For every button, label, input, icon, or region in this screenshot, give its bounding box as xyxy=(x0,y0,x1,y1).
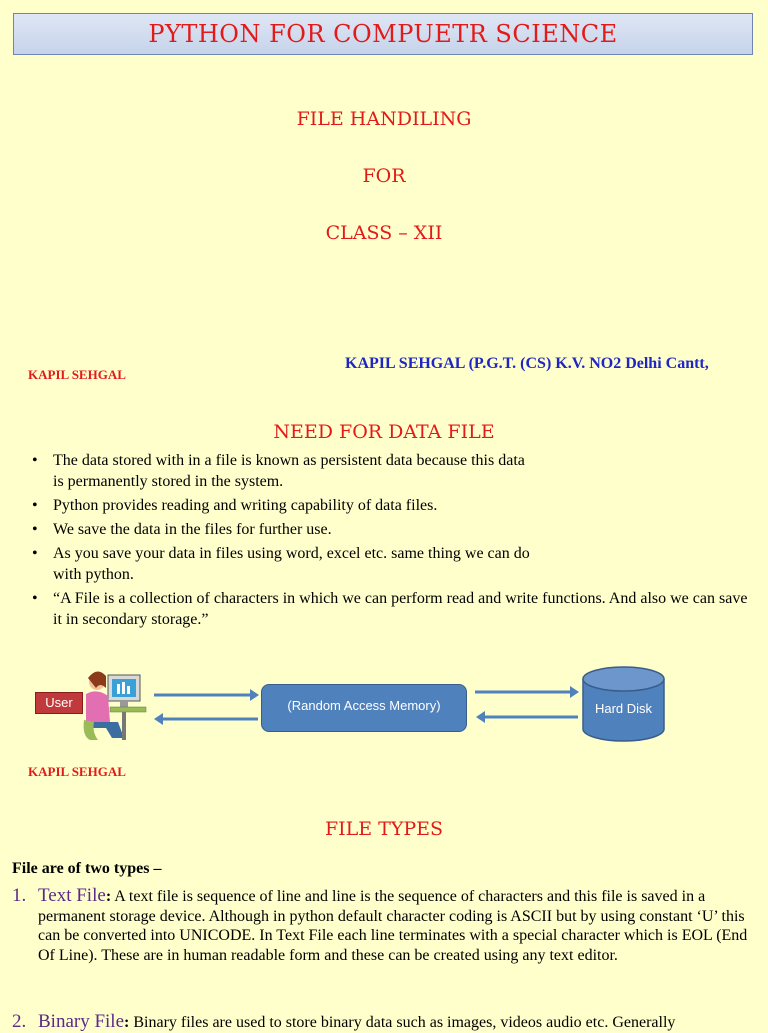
bullet-list xyxy=(32,450,752,633)
user-at-computer-icon xyxy=(84,671,146,740)
section-heading-file-types: FILE TYPES xyxy=(324,818,444,840)
subtitle-class: CLASS – XII xyxy=(325,222,443,244)
title-bar xyxy=(13,13,753,55)
list-item-text-file: 1. Text File: A text file is sequence of line and line is the sequence of characters and this file is saved in a permanent storage device. Although in python default character coding is ASCII but by using constant ‘U’ this can be converted into UNICODE. In Text File each line terminates with a special character which is EOL (End Of Line). These are in human readable form and these can be created using any text editor. xyxy=(12,885,748,964)
disk-to-ram-arrow xyxy=(476,711,578,723)
user-to-ram-arrow xyxy=(154,689,259,701)
item-number: 2. xyxy=(12,1011,27,1032)
subtitle-for: FOR xyxy=(362,165,406,187)
binary-file-description: Binary files are used to store binary data such as images, videos audio etc. Generally xyxy=(129,1014,676,1031)
list-item: • We save the data in the files for further use. xyxy=(32,519,752,540)
page-title: PYTHON FOR COMPUETR SCIENCE xyxy=(148,20,618,48)
list-item: • The data stored with in a file is known as persistent data because this data is permanently stored in the system. xyxy=(32,450,528,492)
list-item: • As you save your data in files using word, excel etc. same thing we can do with python. xyxy=(32,543,543,585)
term-binary-file: Binary File xyxy=(38,1011,125,1032)
item-number: 1. xyxy=(12,885,27,906)
author-name: KAPIL SEHGAL xyxy=(28,367,126,382)
file-types-intro: File are of two types – xyxy=(12,860,162,877)
list-item: • Python provides reading and writing capability of data files. xyxy=(32,495,752,516)
list-item-binary-file: 2. Binary File: Binary files are used to store binary data such as images, videos audio etc. Generally xyxy=(12,1011,676,1032)
hard-disk-label: Hard Disk xyxy=(594,701,653,716)
author-credit: KAPIL SEHGAL (P.G.T. (CS) K.V. NO2 Delhi Cantt, xyxy=(345,355,709,372)
section-heading-need-for-data-file: NEED FOR DATA FILE xyxy=(273,421,495,443)
text-file-description: A text file is sequence of line and line is the sequence of characters and this file is saved in a permanent storage device. Although in python default character coding is ASCII but by using constant ‘U’ this can be converted into UNICODE. In Text File each line terminates with a special character which is EOL (End Of Line). These are in human readable form and these can be created using any text editor. xyxy=(38,888,748,964)
ram-to-user-arrow xyxy=(154,713,258,725)
list-item: • “A File is a collection of characters in which we can perform read and write functions. And also we can save it in secondary storage.” xyxy=(32,588,752,630)
author-name: KAPIL SEHGAL xyxy=(28,764,126,779)
term-text-file: Text File xyxy=(38,885,106,906)
user-label: User xyxy=(35,692,83,714)
ram-box: (Random Access Memory) xyxy=(261,684,467,732)
ram-to-disk-arrow xyxy=(475,686,579,698)
subtitle-file-handling: FILE HANDILING xyxy=(296,108,472,130)
